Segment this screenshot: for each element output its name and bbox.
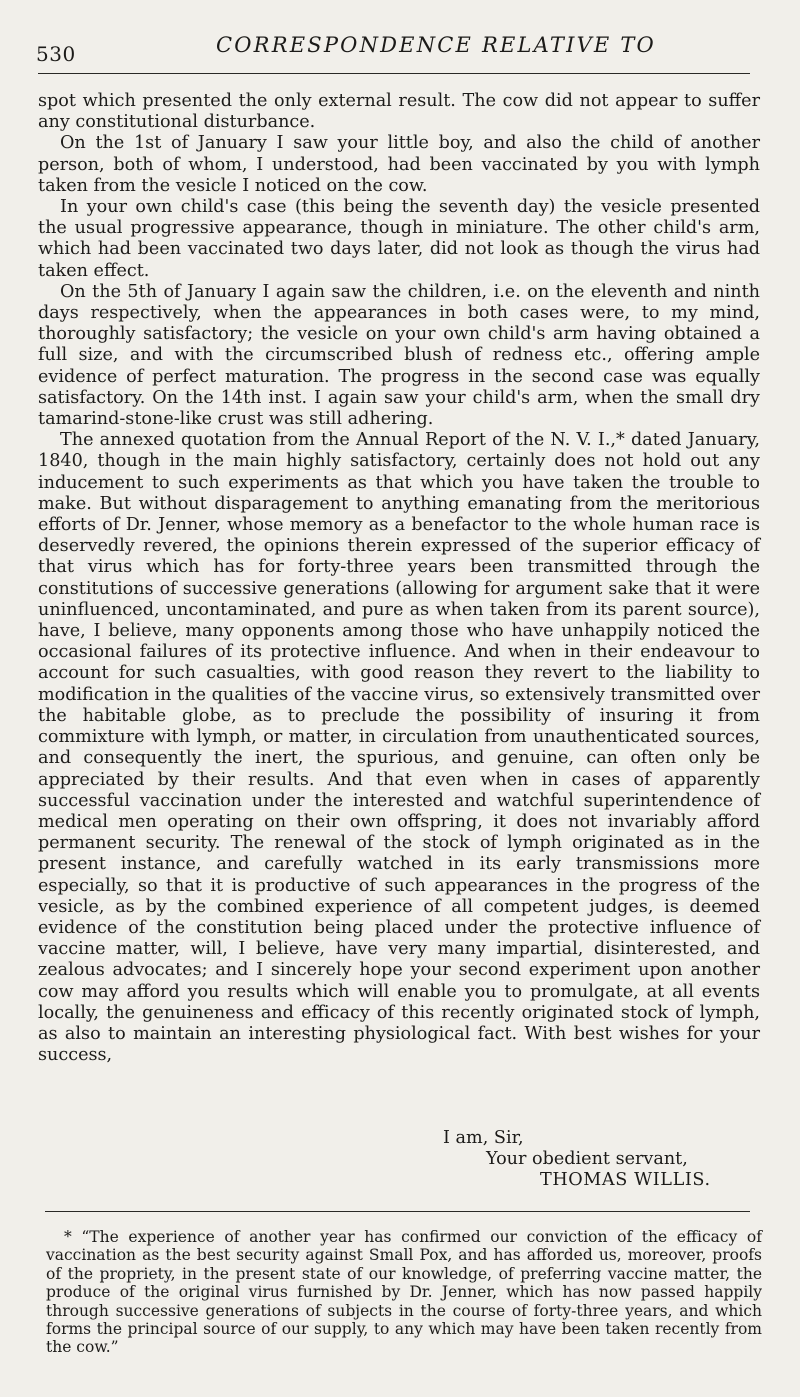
page-header [30, 30, 760, 64]
paragraph: In your own child's case (this being the seventh day) the vesicle presented the usual progressive appearance, though in miniature. The other child's arm, which had been vaccinated two days later, did not look as though the virus had taken effect. [38, 197, 760, 281]
paragraph: The annexed quotation from the Annual Report of the N. V. I.,* dated January, 1840, though in the main highly satisfactory, certainly does not hold out any inducement to such experiments as that which you have taken the trouble to make. But without disparagement to anything emanating from the meritorious efforts of Dr. Jenner, whose memory as a benefactor to the whole human race is deservedly revered, the opinions therein expressed of the superior efficacy of that virus which has for forty-three years been transmitted through the constitutions of successive generations (allowing for argument sake that it were uninfluenced, uncontaminated, and pure as when taken from its parent source), have, I believe, many opponents among those who have unhappily noticed the occasional failures of its protective influence. And when in their endeavour to account for such casualties, with good reason they revert to the liability to modification in the qualities of the vaccine virus, so extensively transmitted over the habitable globe, as to preclude the possibility of insuring it from commixture with lymph, or matter, in circulation from unauthenticated sources, and consequently the inert, the spurious, and genuine, can often only be appreciated by their results. And that even when in cases of apparently successful vaccination under the interested and watchful superintendence of medical men operating on their own offspring, it does not invariably afford permanent security. The renewal of the stock of lymph originated as in the present instance, and carefully watched in its early transmissions more especially, so that it is productive of such appearances in the progress of the vesicle, as by the combined experience of all competent judges, is deemed evidence of the constitution being placed under the protective influence of vaccine matter, will, I believe, have very many impartial, disinterested, and zealous advocates; and I sincerely hope your second experiment upon another cow may afford you results which will enable you to promulgate, at all events locally, the genuineness and efficacy of this recently originated stock of lymph, as also to maintain an interesting physiological fact. With best wishes for your success, [38, 430, 760, 1066]
paragraph: On the 1st of January I saw your little boy, and also the child of another person, both of whom, I understood, had been vaccinated by you with lymph taken from the vesicle I noticed on the cow. [38, 133, 760, 196]
letter-body [38, 91, 760, 1066]
complimentary-close: Your obedient servant, [486, 1149, 688, 1169]
footnote-rule [45, 1211, 750, 1212]
paragraph: On the 5th of January I again saw the children, i.e. on the eleventh and ninth days respectively, when the appearances in both cases were, to my mind, thoroughly satisfactory; the vesicle on your own child's arm having obtained a full size, and with the circumscribed blush of redness etc., offering ample evidence of perfect maturation. The progress in the second case was equally satisfactory. On the 14th inst. I again saw your child's arm, when the small dry tamarind-stone-like crust was still adhering. [38, 281, 760, 430]
paragraph: spot which presented the only external result. The cow did not appear to suffer any constitutional disturbance. [38, 91, 760, 133]
letter-signoff [38, 1128, 760, 1191]
running-head: CORRESPONDENCE RELATIVE TO [216, 33, 656, 57]
page-number: 530 [36, 42, 76, 66]
signature-name: THOMAS WILLIS. [540, 1170, 711, 1190]
footnote [46, 1228, 762, 1357]
footnote-text: * “The experience of another year has confirmed our conviction of the efficacy of vaccination as the best security against Small Pox, and has afforded us, moreover, proofs of the propriety, in the present state of our knowledge, of preferring vaccine matter, the produce of the original virus furnished by Dr. Jenner, which has now passed happily through successive generations of subjects in the course of forty-three years, and which forms the principal source of our supply, to any which may have been taken recently from the cow.” [46, 1228, 762, 1357]
salutation-closing: I am, Sir, [443, 1128, 524, 1148]
header-rule [38, 73, 750, 74]
